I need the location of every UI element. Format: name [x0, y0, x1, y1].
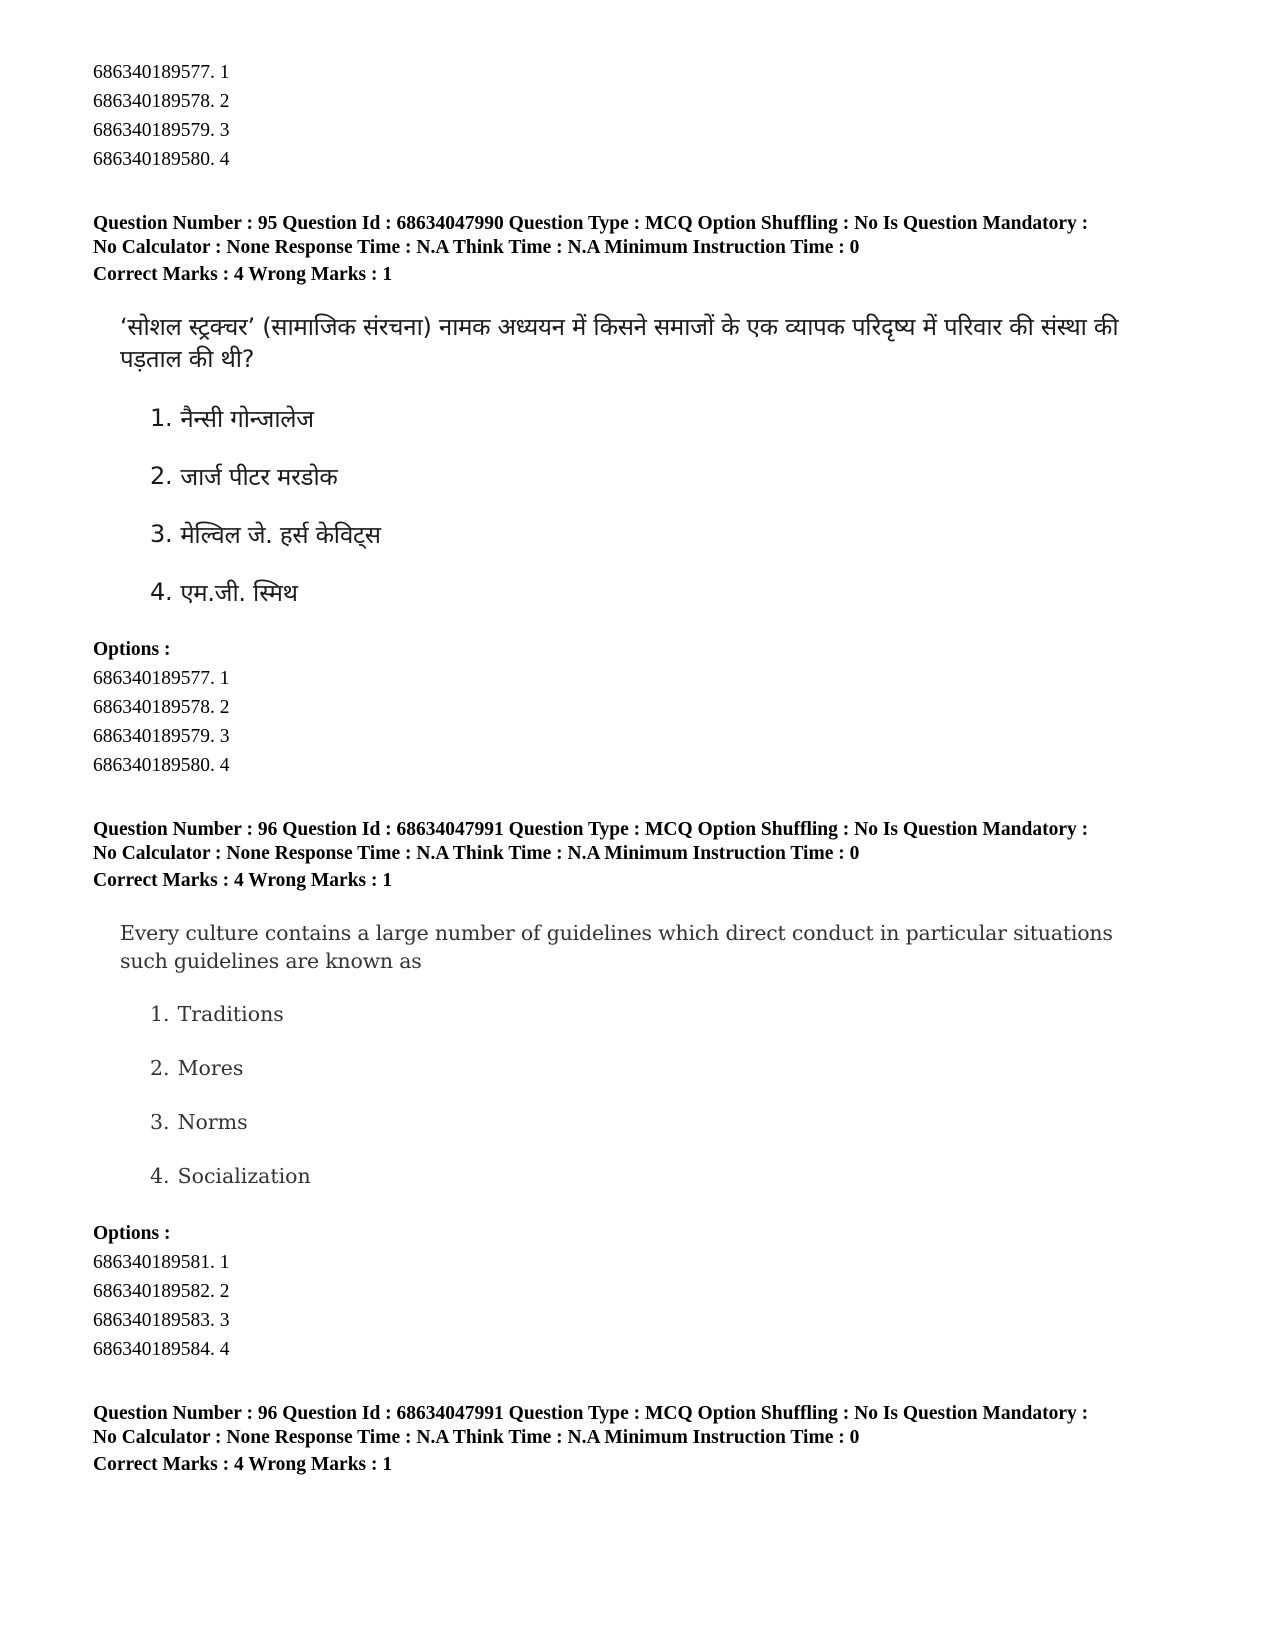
document-page [93, 58, 1213, 1479]
question-text: Every culture contains a large number of guidelines which direct conduct in particular situations such guidelines are known as [120, 921, 1113, 973]
option-line: 686340189579. 3 [93, 726, 230, 747]
question-marks: Correct Marks : 4 Wrong Marks : 1 [93, 870, 393, 891]
question-content [120, 311, 1213, 621]
option-line: 686340189578. 2 [93, 91, 230, 112]
question-text: ‘सोशल स्ट्रक्चर’ (सामाजिक संरचना) नामक अध्ययन में किसने समाजों के एक व्यापक परिदृष्य में परिवार की संस्था की पड़ताल की थी? [120, 313, 1119, 373]
answer-choice: 2. जार्ज पीटर मरडोक [150, 462, 338, 491]
question-content [120, 919, 1213, 1203]
option-line: 686340189580. 4 [93, 755, 230, 776]
question-block-96 [93, 818, 1213, 1364]
answer-choice: 3. Norms [150, 1110, 248, 1134]
answer-choice: 3. मेल्विल जे. हर्स केविट्स [150, 520, 381, 549]
options-label: Options : [93, 1223, 171, 1244]
option-line: 686340189581. 1 [93, 1252, 230, 1273]
answer-choice: 2. Mores [150, 1056, 244, 1080]
options-label: Options : [93, 639, 171, 660]
option-line: 686340189578. 2 [93, 697, 230, 718]
question-meta-line1: Question Number : 95 Question Id : 68634047990 Question Type : MCQ Option Shuffling : No Is Question Mandatory : [93, 213, 1089, 234]
question-meta-line2: No Calculator : None Response Time : N.A Think Time : N.A Minimum Instruction Time : 0 [93, 843, 860, 864]
answer-choice: 1. Traditions [150, 1002, 284, 1026]
answer-choice: 4. Socialization [150, 1164, 311, 1188]
question-meta-line1: Question Number : 96 Question Id : 68634047991 Question Type : MCQ Option Shuffling : No Is Question Mandatory : [93, 1403, 1089, 1424]
option-line: 686340189584. 4 [93, 1339, 230, 1360]
option-line: 686340189577. 1 [93, 668, 230, 689]
question-marks: Correct Marks : 4 Wrong Marks : 1 [93, 264, 393, 285]
question-block-95 [93, 212, 1213, 780]
option-line: 686340189580. 4 [93, 149, 230, 170]
question-marks: Correct Marks : 4 Wrong Marks : 1 [93, 1454, 393, 1475]
question-block-next [93, 1402, 1213, 1479]
question-meta-line2: No Calculator : None Response Time : N.A Think Time : N.A Minimum Instruction Time : 0 [93, 237, 860, 258]
answer-choice: 4. एम.जी. स्मिथ [150, 578, 298, 607]
top-options-list [93, 58, 1213, 174]
option-line: 686340189583. 3 [93, 1310, 230, 1331]
question-meta-line2: No Calculator : None Response Time : N.A Think Time : N.A Minimum Instruction Time : 0 [93, 1427, 860, 1448]
option-line: 686340189579. 3 [93, 120, 230, 141]
question-meta-line1: Question Number : 96 Question Id : 68634047991 Question Type : MCQ Option Shuffling : No Is Question Mandatory : [93, 819, 1089, 840]
option-line: 686340189577. 1 [93, 62, 230, 83]
answer-choice: 1. नैन्सी गोन्जालेज [150, 404, 314, 433]
option-line: 686340189582. 2 [93, 1281, 230, 1302]
